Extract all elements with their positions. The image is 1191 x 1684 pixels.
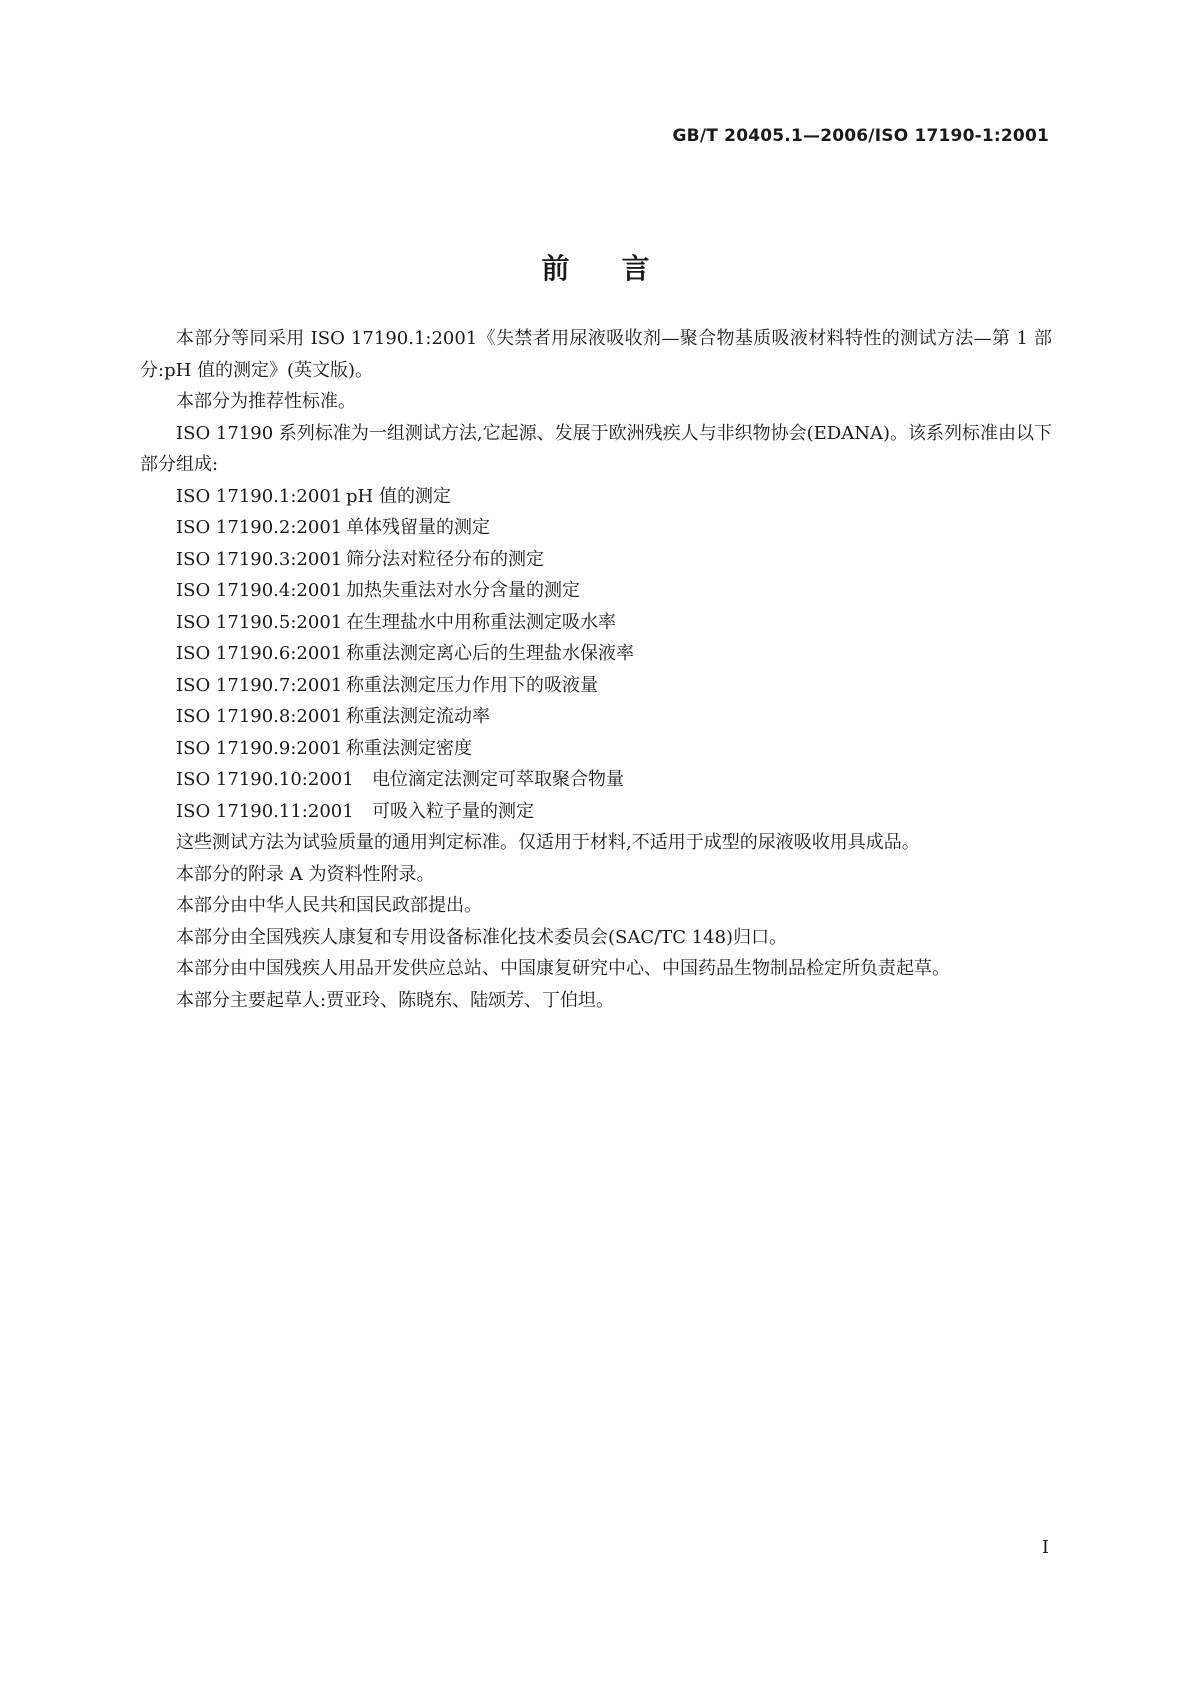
page-title: 前言	[541, 251, 702, 285]
list-item	[140, 607, 1052, 639]
foreword-body	[140, 323, 1052, 1016]
part-code: ISO 17190.8:2001	[176, 706, 343, 727]
list-item	[140, 512, 1052, 544]
list-item	[140, 575, 1052, 607]
part-title: 称重法测定离心后的生理盐水保液率	[346, 643, 634, 664]
list-item	[140, 796, 1052, 828]
part-code: ISO 17190.4:2001	[176, 580, 343, 601]
list-item	[140, 701, 1052, 733]
part-code: ISO 17190.6:2001	[176, 643, 343, 664]
list-item	[140, 544, 1052, 576]
part-title: pH 值的测定	[346, 485, 451, 507]
scope-paragraph: 这些测试方法为试验质量的通用判定标准。仅适用于材料,不适用于成型的尿液吸收用具成品。	[176, 832, 920, 853]
part-title: 加热失重法对水分含量的测定	[346, 580, 580, 601]
adoption-paragraph: 本部分等同采用 ISO 17190.1:2001《失禁者用尿液吸收剂—聚合物基质吸液材料特性的测试方法—第 1 部分:pH 值的测定》(英文版)。	[140, 328, 1052, 381]
drafters-paragraph: 本部分主要起草人:贾亚玲、陈晓东、陆颂芳、丁伯坦。	[176, 989, 615, 1011]
drafting-org-paragraph: 本部分由中国残疾人用品开发供应总站、中国康复研究中心、中国药品生物制品检定所负责起草。	[176, 958, 950, 979]
part-code: ISO 17190.3:2001	[176, 548, 343, 570]
standard-code: GB/T 20405.1—2006/ISO 17190-1:2001	[672, 126, 1049, 146]
part-code: ISO 17190.7:2001	[176, 674, 343, 696]
page-number: I	[1041, 1537, 1049, 1558]
part-code: ISO 17190.10:2001	[176, 769, 354, 790]
series-paragraph: ISO 17190 系列标准为一组测试方法,它起源、发展于欧洲残疾人与非织物协会(EDANA)。该系列标准由以下部分组成:	[140, 422, 1052, 475]
part-title: 称重法测定密度	[346, 737, 472, 759]
part-title: 电位滴定法测定可萃取聚合物量	[372, 769, 624, 790]
part-title: 可吸入粒子量的测定	[372, 800, 534, 822]
parts-list	[140, 481, 1052, 828]
list-item	[140, 481, 1052, 513]
part-code: ISO 17190.2:2001	[176, 517, 343, 538]
list-item	[140, 670, 1052, 702]
recommended-paragraph: 本部分为推荐性标准。	[176, 391, 356, 412]
part-code: ISO 17190.9:2001	[176, 737, 343, 759]
list-item	[140, 733, 1052, 765]
part-title: 单体残留量的测定	[346, 517, 490, 538]
committee-paragraph: 本部分由全国残疾人康复和专用设备标准化技术委员会(SAC/TC 148)归口。	[176, 926, 788, 948]
part-code: ISO 17190.5:2001	[176, 611, 343, 633]
proposer-paragraph: 本部分由中华人民共和国民政部提出。	[176, 895, 482, 916]
part-code: ISO 17190.1:2001	[176, 485, 343, 507]
list-item	[140, 764, 1052, 796]
part-title: 在生理盐水中用称重法测定吸水率	[346, 611, 616, 633]
part-title: 称重法测定流动率	[346, 706, 490, 727]
list-item	[140, 638, 1052, 670]
part-title: 筛分法对粒径分布的测定	[346, 548, 544, 570]
annex-paragraph: 本部分的附录 A 为资料性附录。	[176, 863, 435, 885]
part-code: ISO 17190.11:2001	[176, 800, 354, 822]
part-title: 称重法测定压力作用下的吸液量	[346, 674, 598, 696]
